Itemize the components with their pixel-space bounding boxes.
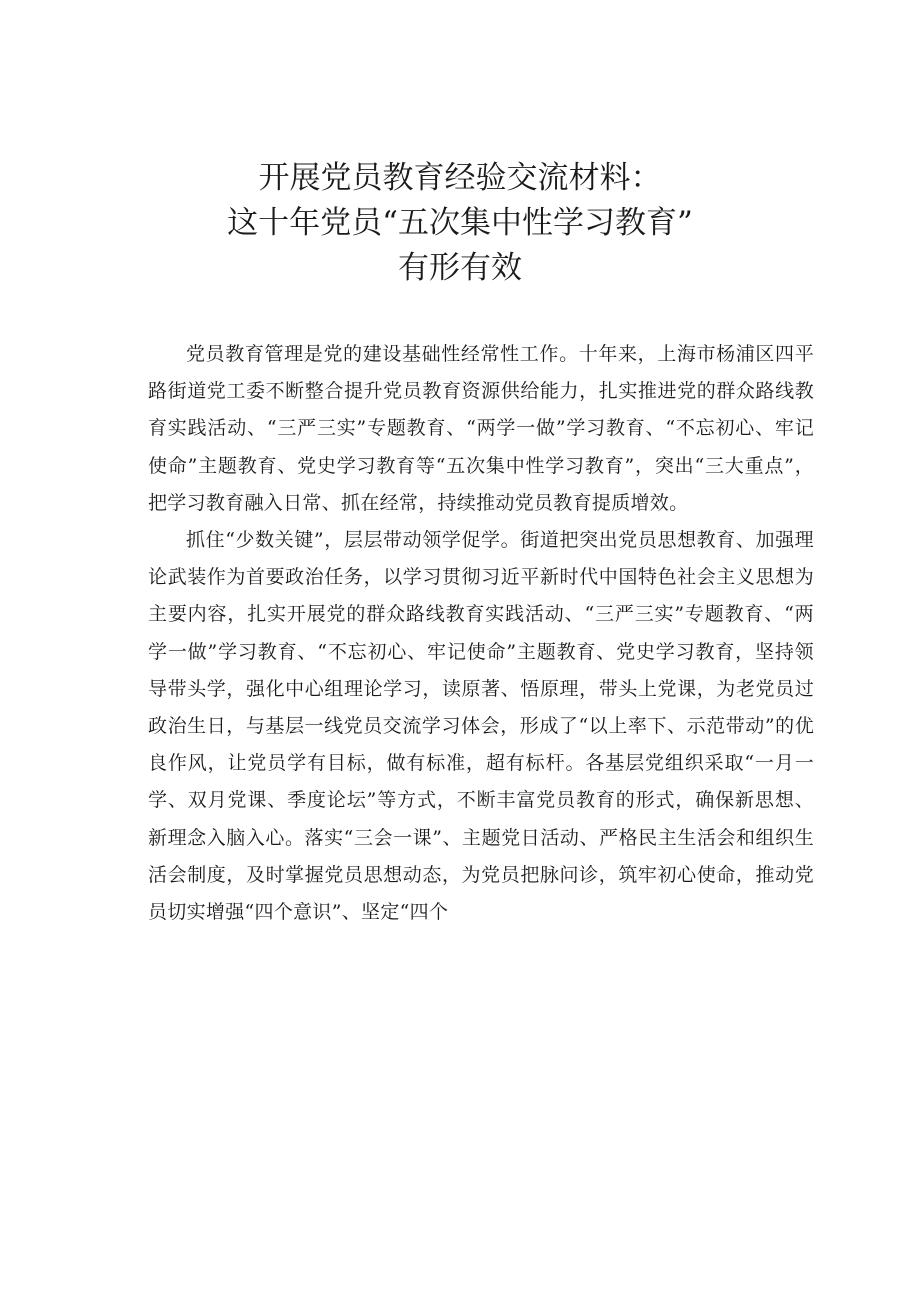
paragraph-2: 抓住“少数关键”，层层带动领学促学。街道把突出党员思想教育、加强理论武装作为首要政治任务，以学习贯彻习近平新时代中国特色社会主义思想为主要内容，扎实开展党的群众路线教育实践活动、“三严三实”专题教育、“两学一做”学习教育、“不忘初心、牢记使命”主题教育、党史学习教育，坚持领导带头学，强化中心组理论学习，读原著、悟原理，带头上党课，为老党员过政治生日，与基层一线党员交流学习体会，形成了“以上率下、示范带动”的优良作风，让党员学有目标，做有标准，超有标杆。各基层党组织采取“一月一学、双月党课、季度论坛”等方式，不断丰富党员教育的形式，确保新思想、新理念入脑入心。落实“三会一课”、主题党日活动、严格民主生活会和组织生活会制度，及时掌握党员思想动态，为党员把脉问诊，筑牢初心使命，推动党员切实增强“四个意识”、坚定“四个 (148, 529, 814, 924)
document-body (148, 336, 814, 931)
title-line-2: 这十年党员“五次集中性学习教育” (227, 205, 693, 241)
title-line-1: 开展党员教育经验交流材料： (258, 160, 662, 196)
title-line-3: 有形有效 (398, 250, 522, 286)
paragraph-1: 党员教育管理是党的建设基础性经常性工作。十年来，上海市杨浦区四平路街道党工委不断整合提升党员教育资源供给能力，扎实推进党的群众路线教育实践活动、“三严三实”专题教育、“两学一做”学习教育、“不忘初心、牢记使命”主题教育、党史学习教育等“五次集中性学习教育”，突出“三大重点”，把学习教育融入日常、抓在经常，持续推动党员教育提质增效。 (148, 343, 814, 514)
document-title (0, 156, 920, 291)
